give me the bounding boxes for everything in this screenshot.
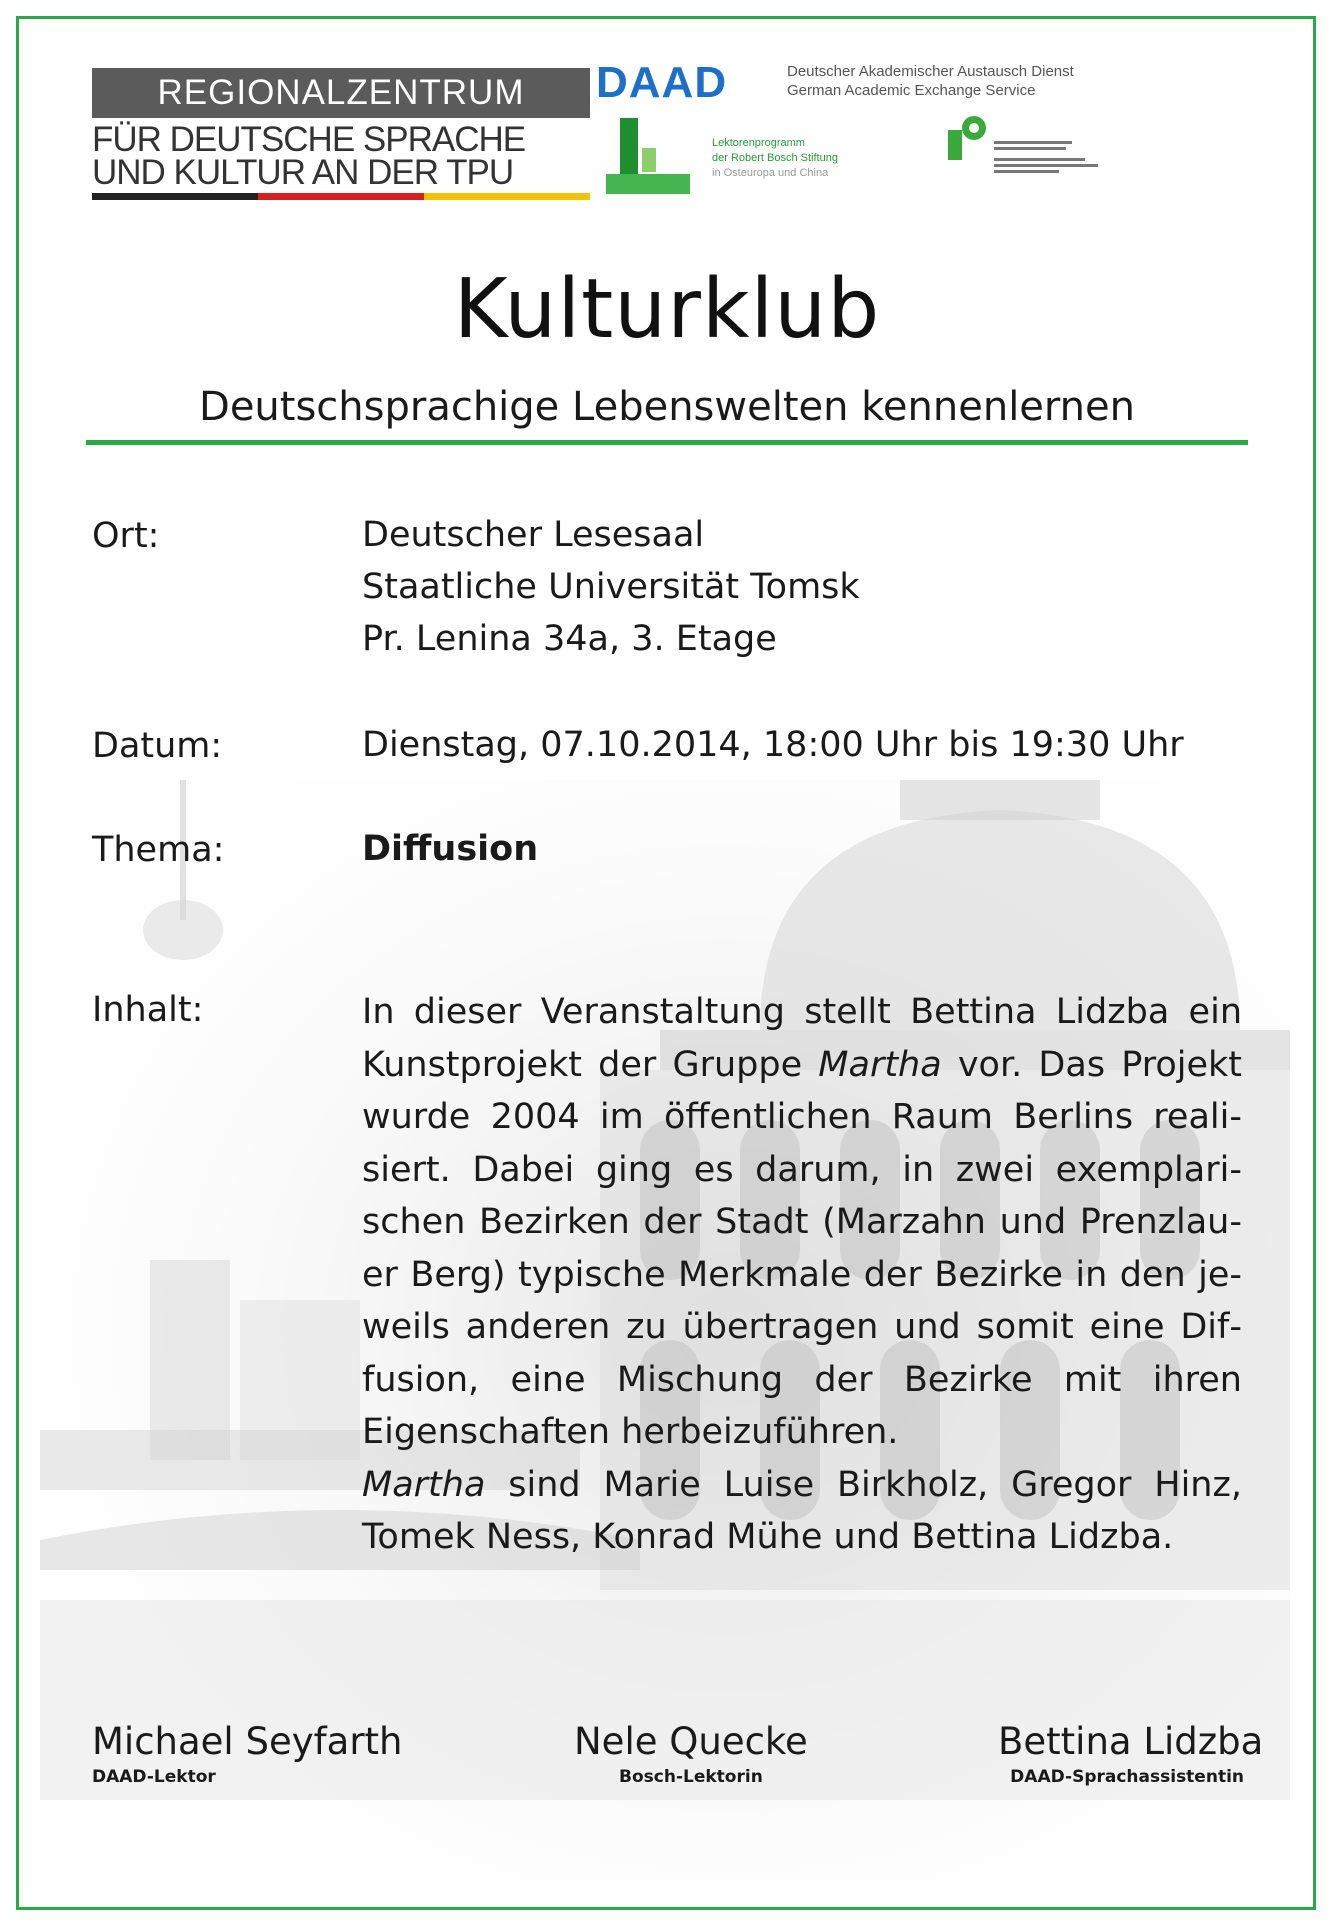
inhalt-p1-rest: vor. Das Projekt wurde 2004 im öffentlichen Raum Berlins realisiert. Dabei ging es darum, in zwei exemplarischen Bezirken der Stadt (Marzahn und Prenzlauer Berg) typische Merkmale der Bezirke in den jeweils anderen zu übertragen und somit eine Diffusion, eine Mischung der Bezirke mit ihren Eigenschaften herbeizuführen. xyxy=(362,1044,1242,1452)
signature-role: DAAD-Lektor xyxy=(92,1767,216,1787)
ort-line-2: Staatliche Universität Tomsk xyxy=(362,567,860,607)
datum-label: Datum: xyxy=(92,726,223,766)
signature-role: DAAD-Sprachassistentin xyxy=(1010,1767,1244,1787)
inhalt-paragraph-1 xyxy=(362,986,1242,1459)
ort-value xyxy=(362,509,860,665)
thema-label: Thema: xyxy=(92,830,225,870)
page-title: Kulturklub xyxy=(453,262,881,357)
bosch-line2: der Robert Bosch Stiftung xyxy=(712,152,838,164)
regionalzentrum-line2: UND KULTUR AN DER TPU xyxy=(92,153,514,192)
thema-value: Diffusion xyxy=(362,829,539,869)
green-institute-text xyxy=(994,138,1124,176)
group-name-martha-2: Martha xyxy=(362,1464,486,1505)
daad-name-de: Deutscher Akademischer Austausch Dienst xyxy=(787,63,1074,80)
regionalzentrum-title: REGIONALZENTRUM xyxy=(92,68,590,118)
signature-lidzba xyxy=(998,1720,1264,1787)
bosch-program-text xyxy=(712,136,838,181)
signature-quecke xyxy=(574,1720,808,1787)
inhalt-label: Inhalt: xyxy=(92,990,204,1030)
green-divider xyxy=(86,440,1248,445)
bosch-line3: in Osteuropa und China xyxy=(712,167,829,179)
bosch-program-logo-icon xyxy=(606,118,690,196)
daad-name xyxy=(787,62,1074,100)
ort-line-3: Pr. Lenina 34a, 3. Etage xyxy=(362,619,777,659)
signature-name: Bettina Lidzba xyxy=(998,1720,1264,1763)
signature-role: Bosch-Lektorin xyxy=(619,1767,763,1787)
page-subtitle: Deutschsprachige Lebenswelten kennenlernen xyxy=(199,384,1135,430)
green-institute-logo-icon xyxy=(944,114,990,162)
bosch-line1: Lektorenprogramm xyxy=(712,137,805,149)
ort-line-1: Deutscher Lesesaal xyxy=(362,515,705,555)
signature-seyfarth xyxy=(92,1720,403,1787)
ort-label: Ort: xyxy=(92,516,160,556)
regionalzentrum-line1: FÜR DEUTSCHE SPRACHE xyxy=(92,120,526,159)
inhalt-p2-rest: sind Marie Luise Birkholz, Gregor Hinz, Tomek Ness, Konrad Mühe und Bettina Lidzba. xyxy=(362,1464,1242,1557)
datum-value: Dienstag, 07.10.2014, 18:00 Uhr bis 19:30 Uhr xyxy=(362,725,1184,765)
german-flag-stripe xyxy=(92,193,590,200)
daad-name-en: German Academic Exchange Service xyxy=(787,82,1036,99)
daad-logo: DAAD xyxy=(596,58,728,107)
signature-name: Nele Quecke xyxy=(574,1720,808,1763)
group-name-martha: Martha xyxy=(818,1044,942,1085)
regionalzentrum-logo xyxy=(92,58,590,200)
inhalt-p1-start: In dieser Veranstaltung stellt Bettina Lidzba ein Kunstprojekt der Gruppe xyxy=(362,992,1242,1085)
signature-name: Michael Seyfarth xyxy=(92,1720,403,1763)
inhalt-paragraph-2 xyxy=(362,1459,1242,1564)
inhalt-text xyxy=(362,986,1242,1564)
